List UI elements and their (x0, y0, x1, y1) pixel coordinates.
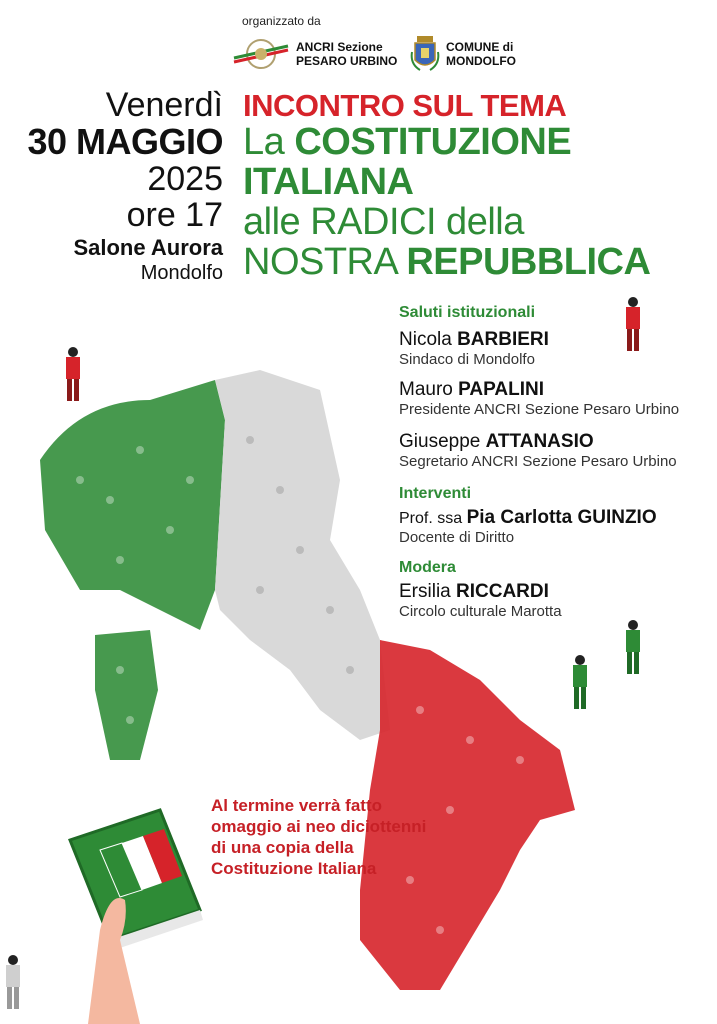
title-line4a: NOSTRA (243, 241, 407, 283)
ancri-line2: PESARO URBINO (296, 54, 398, 68)
event-hour: ore 17 (126, 196, 223, 234)
closing-line3: di una copia della (211, 838, 354, 857)
event-year: 2025 (147, 160, 223, 198)
figure-top-right (626, 297, 640, 351)
crowd-white-region (215, 370, 390, 740)
comune-logo-block (410, 34, 516, 74)
speaker-1-role: Sindaco di Mondolfo (399, 351, 535, 368)
title-line2: ITALIANA (243, 161, 414, 203)
interventi-heading: Interventi (399, 485, 472, 502)
comune-line1: COMUNE di (446, 40, 514, 54)
weekday: Venerdì (105, 86, 223, 124)
speaker-3-role: Segretario ANCRI Sezione Pesaro Urbino (399, 453, 677, 470)
title-line4b: REPUBBLICA (406, 241, 651, 283)
speaker-5-last: RICCARDI (456, 581, 549, 602)
speaker-5-role: Circolo culturale Marotta (399, 603, 562, 620)
title-line1b: COSTITUZIONE (294, 121, 572, 163)
organized-by-label: organizzato da (242, 14, 321, 28)
speaker-2-role: Presidente ANCRI Sezione Pesaro Urbino (399, 401, 680, 418)
saluti-heading: Saluti istituzionali (399, 304, 536, 321)
event-day: 30 MAGGIO (27, 121, 223, 162)
figure-mid-right-green (573, 655, 587, 709)
event-title (243, 122, 650, 282)
constitution-book (70, 810, 203, 950)
figure-right-green (626, 620, 640, 674)
coat-of-arms-icon (410, 34, 440, 74)
italy-crowd-illustration (0, 290, 717, 1024)
speaker-1-first: Nicola (399, 329, 458, 350)
title-line3: alle RADICI della (243, 201, 524, 243)
speaker-3-last: ATTANASIO (485, 431, 594, 452)
closing-note (211, 795, 426, 879)
speaker-1-last: BARBIERI (457, 329, 549, 350)
speaker-4-first: Prof. ssa (399, 510, 467, 527)
closing-line1: Al termine verrà fatto (211, 796, 382, 815)
title-line1a: La (243, 121, 295, 163)
event-city: Mondolfo (140, 262, 223, 284)
speaker-2-first: Mauro (399, 379, 459, 400)
closing-line4: Costituzione Italiana (211, 859, 377, 878)
speaker-5-first: Ersilia (399, 581, 457, 602)
comune-line2: MONDOLFO (446, 54, 516, 68)
crowd-green-region (40, 380, 225, 760)
ancri-logo-icon (232, 34, 290, 74)
figure-top-left (66, 347, 80, 401)
speaker-3-first: Giuseppe (399, 431, 486, 452)
figure-bottom-left (6, 955, 20, 1009)
speaker-2-last: PAPALINI (458, 379, 544, 400)
speaker-4-role: Docente di Diritto (399, 529, 515, 546)
title-kicker: INCONTRO SUL TEMA (243, 88, 567, 123)
ancri-logo-block (232, 34, 397, 74)
ancri-line1: ANCRI Sezione (296, 40, 383, 54)
modera-heading: Modera (399, 559, 456, 576)
speaker-4-last: Pia Carlotta GUINZIO (466, 507, 657, 528)
event-venue: Salone Aurora (73, 235, 223, 260)
closing-line2: omaggio ai neo diciottenni (211, 817, 427, 836)
